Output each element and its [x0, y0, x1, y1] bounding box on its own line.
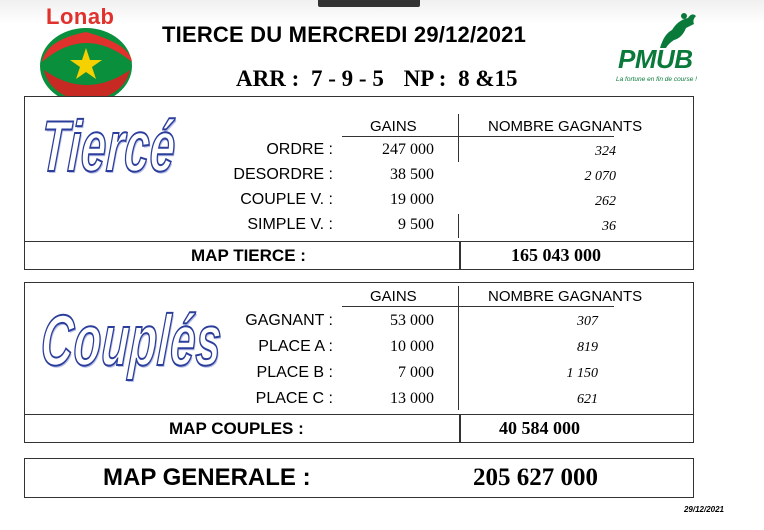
tierce-row-label: COUPLE V. :	[240, 191, 333, 208]
couples-row-winners: 1 150	[566, 366, 598, 381]
pmub-tagline: La fortune en fin de course !	[616, 76, 697, 83]
map-generale-value: 205 627 000	[473, 464, 598, 491]
couples-row-gain: 53 000	[390, 312, 434, 329]
tierce-col-gains: GAINS	[370, 118, 417, 135]
tierce-row-gain: 247 000	[382, 141, 434, 158]
pmub-logo	[612, 10, 712, 88]
map-couples-row	[24, 414, 694, 443]
couples-row-gain: 10 000	[390, 338, 434, 355]
tierce-row-gain: 9 500	[398, 216, 434, 233]
couples-row-label: PLACE A :	[258, 338, 333, 355]
map-generale-label: MAP GENERALE :	[103, 464, 311, 491]
lonab-wordmark: Lonab	[46, 4, 115, 29]
tierce-row-label: DESORDRE :	[233, 166, 333, 183]
couples-row-winners: 621	[577, 392, 598, 407]
couples-row-winners: 819	[577, 340, 598, 355]
map-tierce-row	[24, 241, 694, 270]
tierce-row-gain: 38 500	[390, 166, 434, 183]
tierce-col-divider-top	[458, 114, 459, 162]
tierce-row-winners: 324	[595, 144, 616, 159]
tierce-col-winners: NOMBRE GAGNANTS	[488, 118, 643, 135]
tierce-row-winners: 262	[595, 194, 616, 209]
lonab-logo	[38, 4, 140, 106]
couples-row-label: PLACE B :	[256, 364, 333, 381]
map-tierce-value: 165 043 000	[511, 245, 601, 265]
arrival-value: 7 - 9 - 5	[311, 66, 384, 91]
couples-row-gain: 13 000	[390, 390, 434, 407]
couples-row-gain: 7 000	[398, 364, 434, 381]
map-couples-value: 40 584 000	[499, 418, 580, 438]
tierce-badge: Tiercé	[38, 107, 179, 187]
non-partants-value: 8 &15	[458, 66, 518, 91]
window-notch	[318, 0, 420, 7]
map-couples-label: MAP COUPLES :	[169, 418, 304, 438]
map-tierce-divider	[459, 242, 461, 269]
couples-row-label: PLACE C :	[255, 390, 333, 407]
tierce-row-label: ORDRE :	[266, 141, 333, 158]
footer-date: 29/12/2021	[683, 505, 724, 514]
couples-col-winners: NOMBRE GAGNANTS	[488, 288, 643, 305]
tierce-row-gain: 19 000	[390, 191, 434, 208]
page-title: TIERCE DU MERCREDI 29/12/2021	[162, 22, 527, 47]
non-partants-label: NP :	[403, 66, 447, 91]
arrival-label: ARR :	[236, 66, 300, 91]
couples-col-divider	[458, 286, 459, 410]
tierce-header-rule	[342, 136, 614, 137]
couples-header-rule	[342, 306, 614, 307]
couples-row-winners: 307	[577, 314, 598, 329]
map-generale-row	[24, 458, 694, 498]
map-couples-divider	[459, 415, 461, 442]
tierce-row-label: SIMPLE V. :	[247, 216, 333, 233]
arrival-line	[236, 66, 524, 92]
map-tierce-label: MAP TIERCE :	[191, 245, 306, 265]
couples-row-label: GAGNANT :	[245, 312, 333, 329]
tierce-row-winners: 36	[602, 219, 616, 234]
tierce-row-winners: 2 070	[584, 169, 616, 184]
pmub-wordmark: PMUB	[618, 44, 693, 74]
tierce-col-divider-bottom	[458, 214, 459, 238]
couples-col-gains: GAINS	[370, 288, 417, 305]
couples-badge: Couplés	[38, 301, 225, 381]
